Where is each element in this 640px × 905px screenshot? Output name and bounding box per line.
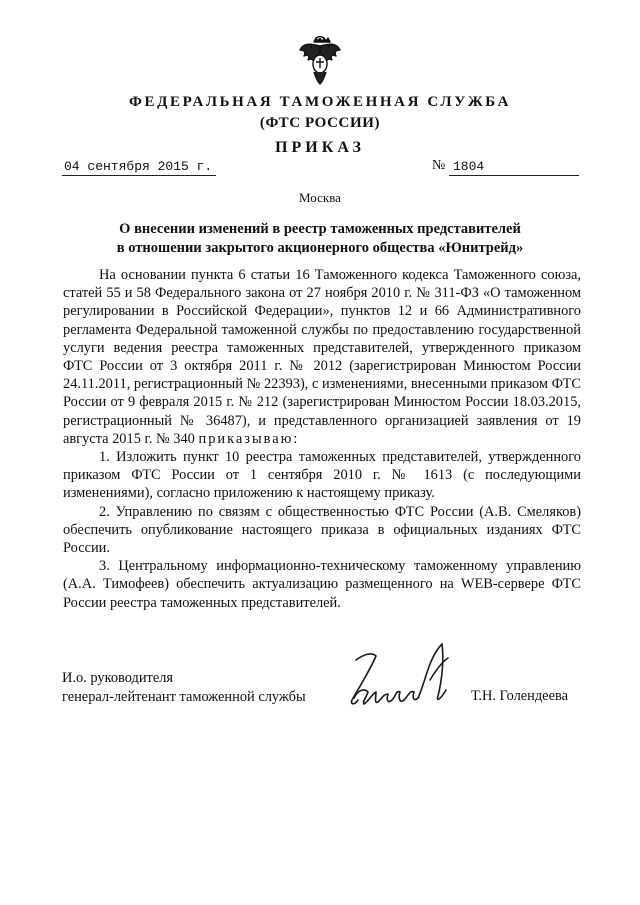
number-sign: № [432,158,446,173]
document-type: ПРИКАЗ [275,139,365,156]
handwritten-signature [346,640,462,722]
agency-short-name: (ФТС РОССИИ) [259,115,381,131]
russian-coat-of-arms-icon [298,36,342,86]
document-body [63,266,581,612]
city: Москва [299,190,341,205]
document-number: 1804 [449,159,579,176]
preamble-text: На основании пункта 6 статьи 16 Таможенного кодекса Таможенного союза, статей 55 и 58 Федерального закона от 27 ноября 2010 г. № 311-ФЗ «О таможенном регулировании в Российской Федерации», пунктов 12 и 66 Административного регламента Федеральной таможенной службы по предоставлению государственной услуги ведения реестра таможенных представителей, утвержденного приказом ФТС России от 3 октября 2011 г. № 2012 (зарегистрирован Минюстом России 24.11.2011, регистрационный № 22393), с изменениями, внесенными приказом ФТС России от 9 февраля 2015 г. № 212 (зарегистрирован Минюстом России 18.03.2015, регистрационный № 36487), и представленного организацией заявления от 19 августа 2015 г. № 340 [63,267,581,447]
signer-title-line-2: генерал-лейтенант таможенной службы [62,689,306,705]
decree-word: приказываю: [198,430,300,447]
preamble-paragraph [63,266,581,448]
order-item-3: 3. Центральному информационно-техническому таможенному управлению (А.А. Тимофеев) обеспечить актуализацию размещенного на WEB-сервере ФТС России реестра таможенных представителей. [63,558,581,611]
signer-title-line-1: И.о. руководителя [62,670,174,686]
order-item-2: 2. Управлению по связям с общественностью ФТС России (А.В. Смеляков) обеспечить опубликование настоящего приказа в официальных изданиях ФТС России. [63,503,581,557]
agency-name: ФЕДЕРАЛЬНАЯ ТАМОЖЕННАЯ СЛУЖБА [128,94,512,110]
signer-name: Т.Н. Голендеева [471,688,568,704]
order-item-1: 1. Изложить пункт 10 реестра таможенных представителей, утвержденного приказом ФТС России от 1 сентября 2010 г. № 1613 (с последующими изменениями), согласно приложению к настоящему приказу. [63,449,581,502]
subject-line-2: в отношении закрытого акционерного общества «Юнитрейд» [116,240,524,256]
document-subject [90,220,550,258]
subject-line-1: О внесении изменений в реестр таможенных представителей [119,221,521,237]
document-date: 04 сентября 2015 г. [62,159,216,176]
signer-title [62,669,306,707]
